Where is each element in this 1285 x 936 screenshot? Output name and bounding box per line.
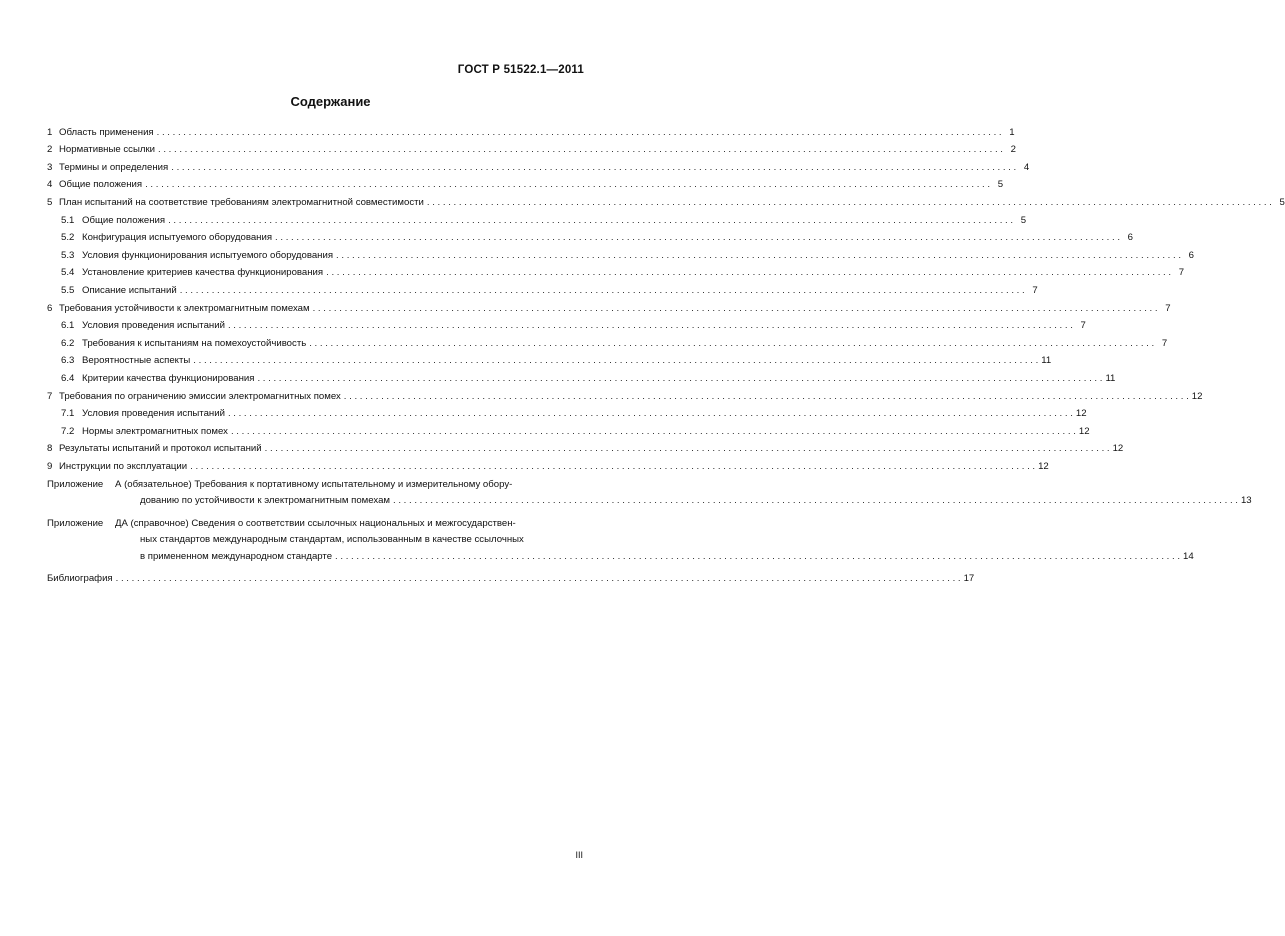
- toc-entry-page: 12: [1078, 425, 1090, 437]
- toc-entry-label: Установление критериев качества функционирования: [82, 267, 324, 279]
- toc-appendix-a[interactable]: [47, 477, 1252, 510]
- toc-entries: [47, 121, 1285, 473]
- toc-entry-number: 7.1: [61, 408, 75, 420]
- toc-entry[interactable]: [47, 420, 1090, 438]
- toc-dot-leader: [180, 285, 1025, 297]
- toc-entry-number: 5: [47, 196, 53, 208]
- footer-page-number: III: [575, 850, 583, 860]
- toc-entry-page: 4: [1023, 161, 1030, 173]
- toc-entry[interactable]: [47, 139, 1016, 157]
- toc-entry[interactable]: [47, 438, 1124, 456]
- toc-entry-label: Нормативные ссылки: [59, 144, 156, 156]
- toc-entry-label: Результаты испытаний и протокол испытаний: [59, 443, 262, 455]
- toc-entry-page: 7: [1080, 320, 1086, 332]
- toc-entry-number: 3: [47, 161, 53, 173]
- toc-entry[interactable]: [47, 279, 1038, 297]
- toc-dot-leader: [336, 250, 1181, 262]
- toc-entry-page: 7: [1161, 337, 1168, 349]
- toc-entry-number: 6.4: [61, 372, 75, 384]
- toc-entry-page: 11: [1105, 372, 1116, 384]
- toc-entry-label: Инструкции по эксплуатации: [59, 460, 188, 472]
- appendix-a-page: 13: [1240, 495, 1252, 507]
- toc-entry-page: 7: [1165, 302, 1171, 314]
- toc-dot-leader: [228, 408, 1073, 420]
- toc-entry-label: Требования по ограничению эмиссии электромагнитных помех: [59, 390, 341, 402]
- bibliography-page: 17: [963, 572, 975, 584]
- toc-entry-label: Конфигурация испытуемого оборудования: [82, 232, 273, 244]
- toc-entry-page: 5: [997, 179, 1004, 191]
- toc-bibliography[interactable]: [47, 567, 975, 585]
- toc-entry-number: 7: [47, 390, 53, 402]
- toc-dot-leader: [193, 355, 1038, 367]
- appendix-prefix: Приложение: [47, 478, 104, 490]
- toc-entry[interactable]: [47, 455, 1049, 473]
- toc-title: Содержание: [290, 94, 371, 109]
- toc-entry-label: Требования устойчивости к электромагнитным помехам: [59, 302, 310, 314]
- toc-entry-label: Условия проведения испытаний: [82, 320, 225, 332]
- toc-entry-number: 5.4: [61, 267, 75, 279]
- appendix-da-line1: ДА (справочное) Сведения о соответствии ссылочных национальных и межгосударствен-: [115, 517, 516, 529]
- toc-entry-number: 5.2: [61, 232, 75, 244]
- appendix-da-page: 14: [1182, 550, 1194, 562]
- toc-dot-leader: [344, 391, 1189, 403]
- toc-entry[interactable]: [47, 174, 1004, 192]
- toc-entry-number: 6.1: [61, 320, 75, 332]
- toc-entry-page: 6: [1188, 249, 1194, 261]
- toc-entry-page: 6: [1127, 232, 1133, 244]
- toc-entry-number: 8: [47, 443, 53, 455]
- toc-entry-number: 5.1: [61, 214, 75, 226]
- toc-entry-page: 2: [1010, 144, 1016, 156]
- toc-entry-label: Требования к испытаниям на помехоустойчивость: [82, 337, 307, 349]
- toc-entry[interactable]: [47, 191, 1285, 209]
- toc-entry-label: Общие положения: [82, 214, 166, 226]
- toc-dot-leader: [157, 127, 1002, 139]
- toc-entry-page: 1: [1009, 126, 1015, 138]
- toc-entry[interactable]: [47, 156, 1030, 174]
- toc-dot-leader: [335, 549, 1180, 566]
- toc-entry[interactable]: [47, 244, 1194, 262]
- doc-code-header: ГОСТ Р 51522.1—2011: [457, 64, 584, 76]
- toc-dot-leader: [326, 267, 1171, 279]
- toc-entry[interactable]: [47, 315, 1086, 333]
- toc-entry[interactable]: [47, 332, 1168, 350]
- appendix-prefix: Приложение: [47, 517, 104, 529]
- toc-dot-leader: [145, 179, 990, 191]
- toc-entry-label: Область применения: [59, 126, 154, 138]
- toc-dot-leader: [393, 493, 1238, 510]
- toc-entry-page: 7: [1178, 267, 1185, 279]
- bibliography-label: Библиография: [47, 572, 113, 584]
- toc-entry[interactable]: [47, 385, 1203, 403]
- toc-entry-page: 11: [1041, 355, 1052, 367]
- toc-entry-page: 12: [1075, 408, 1087, 420]
- toc-entry-number: 6: [47, 302, 53, 314]
- toc-entry[interactable]: [47, 297, 1171, 315]
- appendix-da-line3: в примененном международном стандарте: [140, 550, 333, 562]
- toc-entry-number: 1: [47, 126, 53, 138]
- toc-entry-page: 7: [1032, 284, 1038, 296]
- toc-dot-leader: [427, 197, 1272, 209]
- toc-entry-label: Критерии качества функционирования: [82, 372, 255, 384]
- toc-entry[interactable]: [47, 209, 1027, 227]
- toc-entry[interactable]: [47, 121, 1015, 139]
- toc-entry-page: 5: [1020, 214, 1027, 226]
- toc-entry-number: 2: [47, 144, 53, 156]
- toc-entry[interactable]: [47, 227, 1133, 245]
- toc-entry-page: 12: [1112, 443, 1124, 455]
- toc-dot-leader: [275, 232, 1120, 244]
- toc-dot-leader: [190, 461, 1035, 473]
- toc-entry-label: Условия проведения испытаний: [82, 408, 225, 420]
- toc-dot-leader: [231, 426, 1076, 438]
- toc-dot-leader: [313, 303, 1158, 315]
- toc-appendix-da[interactable]: [47, 516, 1194, 566]
- appendix-a-line2: дованию по устойчивости к электромагнитным помехам: [140, 495, 390, 507]
- toc-entry-number: 4: [47, 179, 53, 191]
- toc-entry-number: 7.2: [61, 425, 75, 437]
- toc-entry-label: Нормы электромагнитных помех: [82, 425, 228, 437]
- toc-entry-page: 5: [1279, 196, 1285, 208]
- toc-dot-leader: [158, 144, 1003, 156]
- appendix-da-line2: ных стандартов международным стандартам, использованным в качестве ссылочных: [140, 534, 524, 546]
- toc-entry-label: Описание испытаний: [82, 284, 177, 296]
- toc-dot-leader: [116, 573, 961, 585]
- toc-entry[interactable]: [47, 350, 1052, 368]
- toc-dot-leader: [309, 338, 1154, 350]
- appendix-a-line1: А (обязательное) Требования к портативному испытательному и измерительному обору-: [115, 478, 513, 490]
- toc-entry-label: Вероятностные аспекты: [82, 355, 191, 367]
- toc-dot-leader: [228, 320, 1073, 332]
- toc-dot-leader: [265, 443, 1110, 455]
- toc-entry[interactable]: [47, 403, 1087, 421]
- toc-entry-number: 5.5: [61, 284, 75, 296]
- toc-entry-number: 9: [47, 460, 53, 472]
- toc-entry-label: План испытаний на соответствие требованиям электромагнитной совместимости: [59, 196, 424, 208]
- table-of-contents: [47, 121, 1285, 585]
- toc-entry-label: Общие положения: [59, 179, 143, 191]
- toc-dot-leader: [171, 162, 1016, 174]
- toc-dot-leader: [257, 373, 1102, 385]
- toc-entry-number: 6.2: [61, 337, 75, 349]
- toc-dot-leader: [168, 215, 1013, 227]
- toc-entry-number: 6.3: [61, 355, 75, 367]
- toc-entry-page: 12: [1038, 460, 1049, 472]
- toc-entry-label: Термины и определения: [59, 161, 169, 173]
- toc-entry[interactable]: [47, 367, 1116, 385]
- toc-entry-number: 5.3: [61, 249, 75, 261]
- toc-entry-label: Условия функционирования испытуемого оборудования: [82, 249, 334, 261]
- toc-entry-page: 12: [1191, 390, 1203, 402]
- toc-entry[interactable]: [47, 262, 1185, 280]
